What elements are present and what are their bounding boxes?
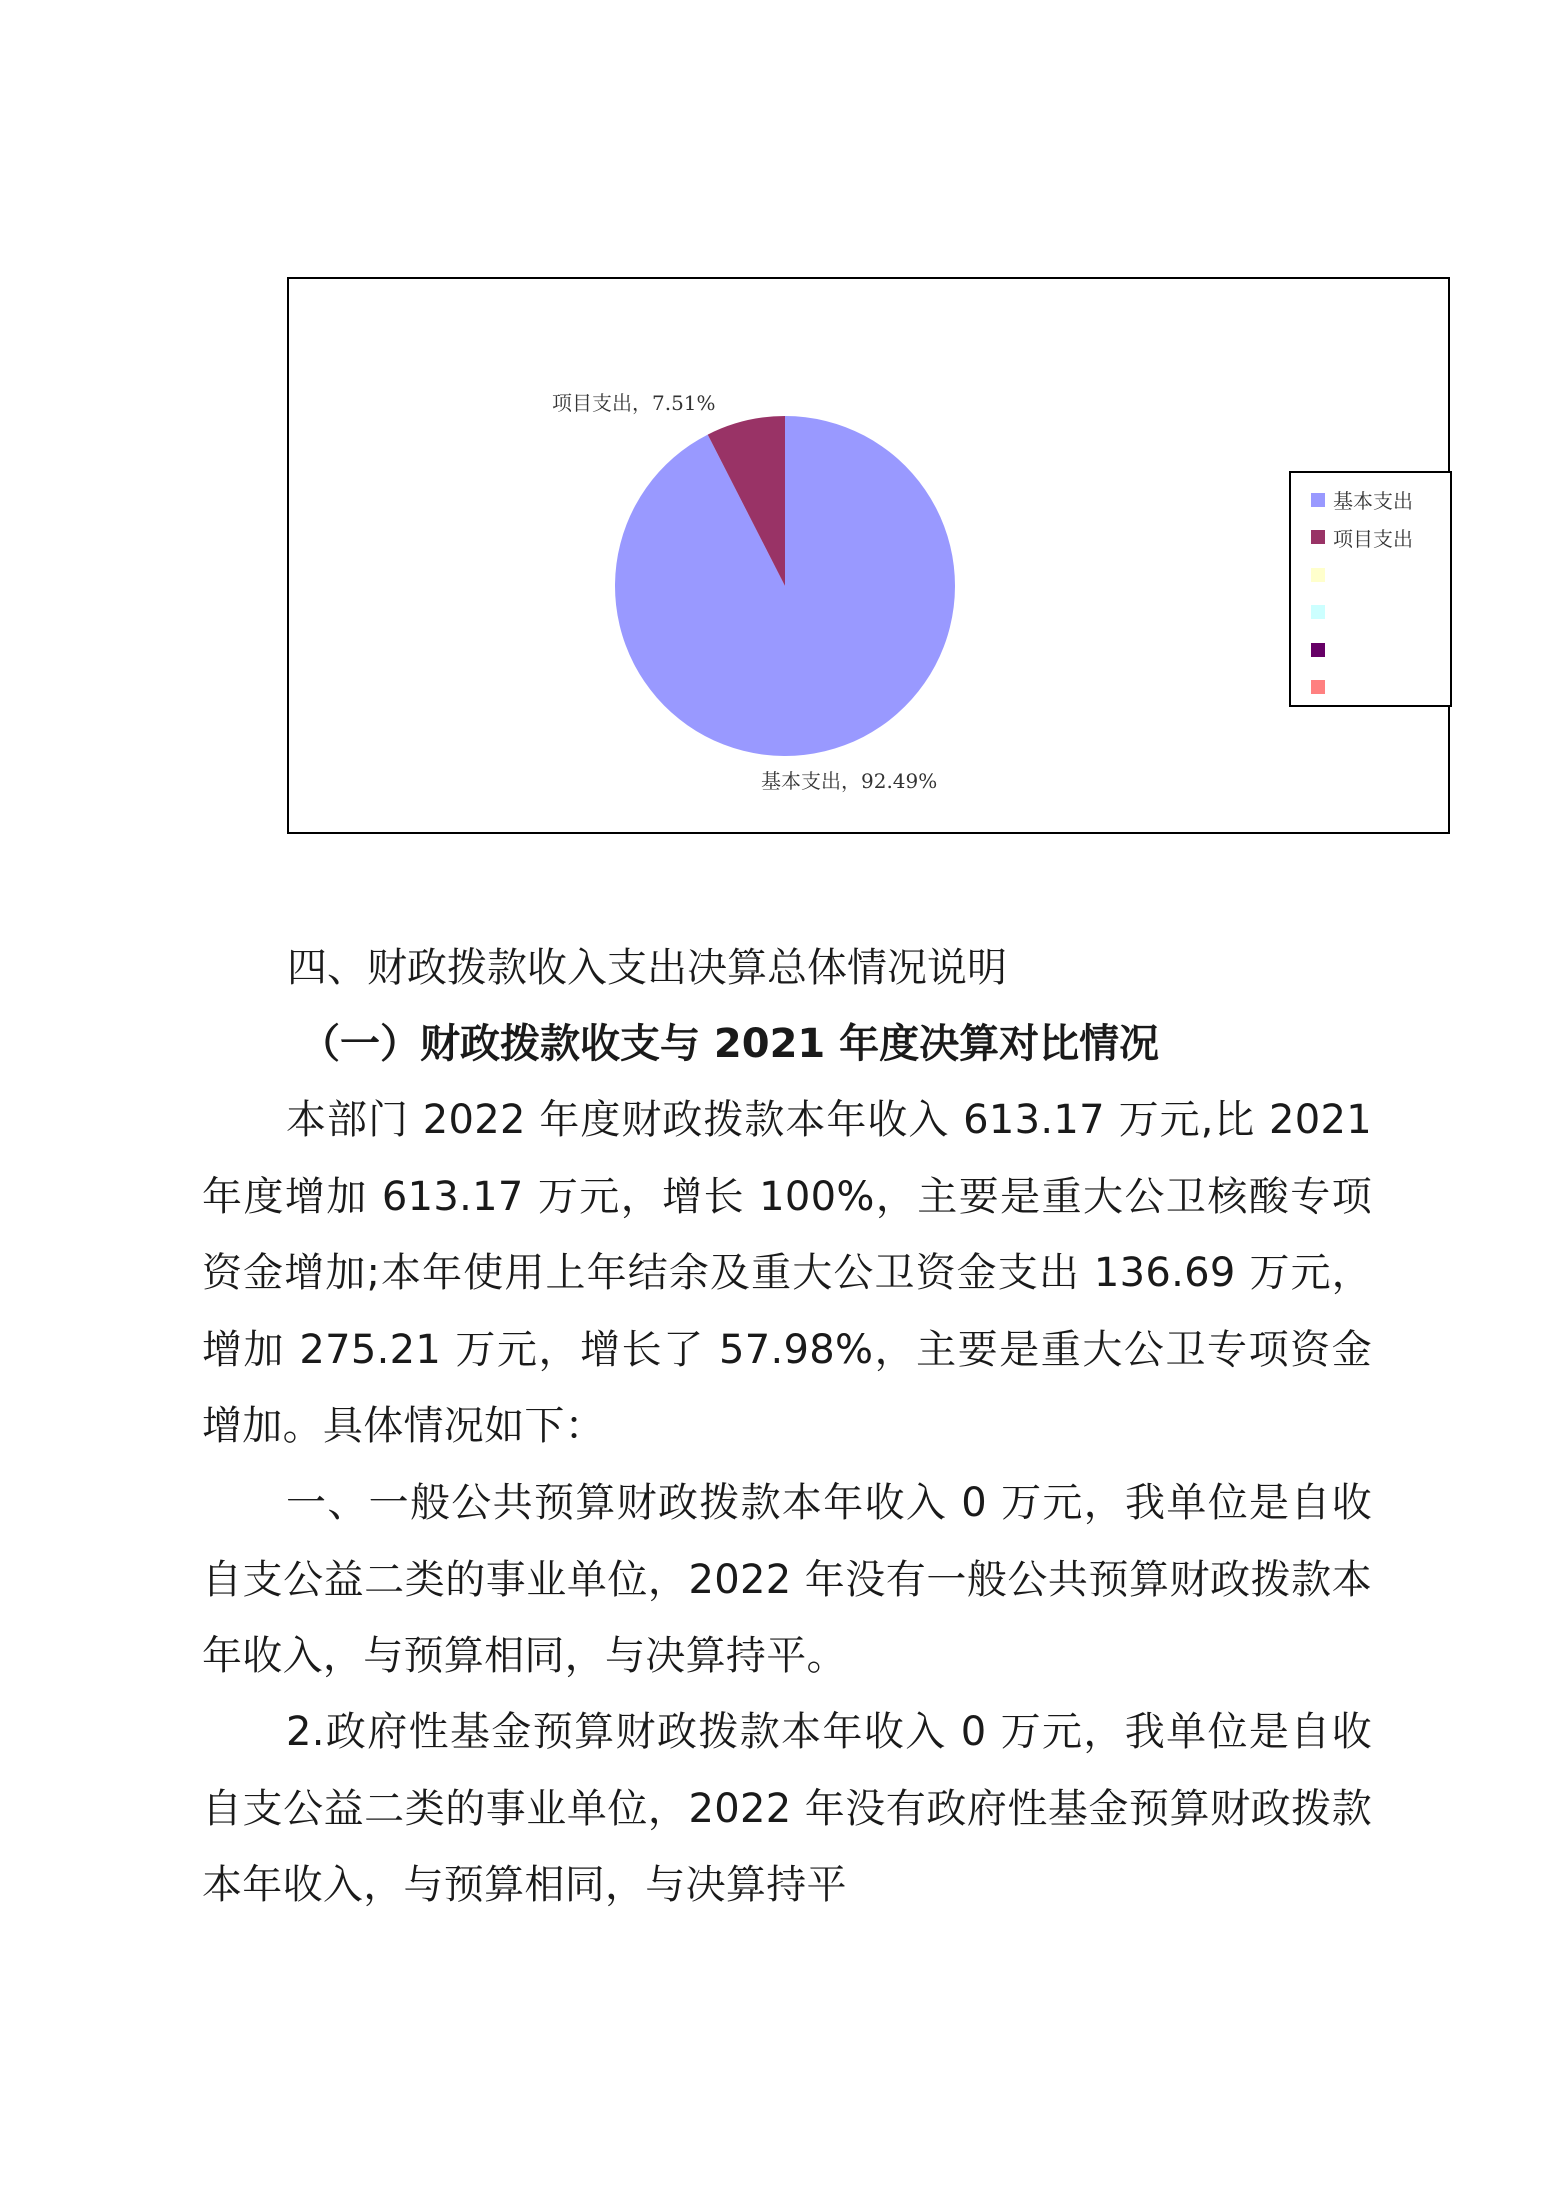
legend-item bbox=[1311, 669, 1450, 707]
legend-swatch bbox=[1311, 493, 1325, 507]
pie-label-basic-expense: 基本支出，92.49% bbox=[761, 769, 938, 793]
legend-item bbox=[1311, 519, 1450, 557]
legend-item bbox=[1311, 556, 1450, 594]
legend-item bbox=[1311, 481, 1450, 519]
paragraph-summary: 本部门 2022 年度财政拨款本年收入 613.17 万元,比 2021 年度增加 613.17 万元，增长 100%，主要是重大公卫核酸专项资金增加;本年使用上年结余及重大公卫资金支出 136.69 万元，增加 275.21 万元，增长了 57.98%，主要是重大公卫专项资金增加。具体情况如下： bbox=[202, 1097, 1372, 1449]
legend-label: 基本支出 bbox=[1333, 489, 1413, 514]
legend-swatch bbox=[1311, 568, 1325, 582]
pie-label-project-expense: 项目支出，7.51% bbox=[552, 391, 716, 415]
pie-plot bbox=[289, 279, 1452, 836]
section-heading: 四、财政拨款收入支出决算总体情况说明 bbox=[287, 945, 1007, 991]
legend-item bbox=[1311, 594, 1450, 632]
pie-chart bbox=[287, 277, 1450, 834]
legend-swatch bbox=[1311, 680, 1325, 694]
legend-swatch bbox=[1311, 643, 1325, 657]
legend-swatch bbox=[1311, 605, 1325, 619]
legend-label: 项目支出 bbox=[1333, 526, 1413, 551]
paragraph-general-budget: 一、一般公共预算财政拨款本年收入 0 万元，我单位是自收自支公益二类的事业单位，2022 年没有一般公共预算财政拨款本年收入，与预算相同，与决算持平。 bbox=[202, 1480, 1372, 1679]
paragraph-government-fund: 2.政府性基金预算财政拨款本年收入 0 万元，我单位是自收自支公益二类的事业单位，2022 年没有政府性基金预算财政拨款本年收入，与预算相同，与决算持平 bbox=[202, 1709, 1372, 1908]
legend-swatch bbox=[1311, 530, 1325, 544]
sub-heading: （一）财政拨款收支与 2021 年度决算对比情况 bbox=[300, 1021, 1160, 1067]
legend-item bbox=[1311, 631, 1450, 669]
chart-legend bbox=[1289, 471, 1452, 707]
